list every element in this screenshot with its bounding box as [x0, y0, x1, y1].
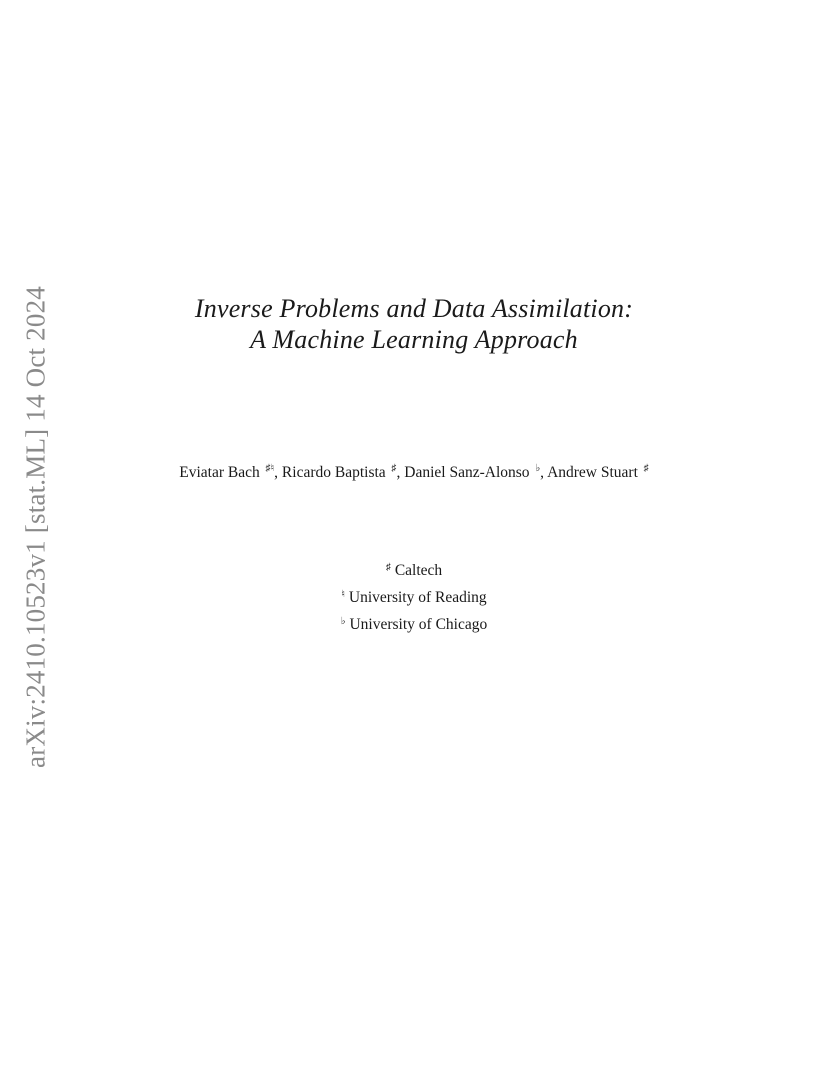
author	[404, 464, 540, 481]
affiliation-mark: ♮	[341, 589, 345, 600]
affiliation-caltech	[0, 556, 828, 583]
affiliation-list	[0, 556, 828, 637]
author	[282, 464, 397, 481]
paper-title	[0, 293, 828, 355]
author	[547, 464, 649, 481]
arxiv-identifier-stamp: arXiv:2410.10523v1 [stat.ML] 14 Oct 2024	[20, 286, 51, 768]
author-affiliation-marks: ♭	[535, 463, 541, 474]
author-list	[0, 464, 828, 482]
affiliation-name: Caltech	[394, 562, 443, 579]
author-name: Eviatar Bach	[179, 464, 260, 481]
author-name: Ricardo Baptista	[281, 464, 386, 481]
author-name: Andrew Stuart	[547, 464, 638, 481]
author-affiliation-marks: ♯	[643, 463, 649, 474]
title-line-2: A Machine Learning Approach	[250, 325, 578, 354]
author-separator: ,	[396, 464, 405, 481]
author-separator: ,	[274, 464, 282, 481]
author	[179, 464, 274, 481]
affiliation-name: University of Chicago	[349, 616, 488, 633]
affiliation-chicago	[0, 610, 828, 637]
author-separator: ,	[540, 464, 548, 481]
author-affiliation-marks: ♯	[391, 463, 397, 474]
affiliation-name: University of Reading	[348, 589, 487, 606]
title-line-1: Inverse Problems and Data Assimilation:	[194, 294, 634, 323]
affiliation-mark: ♭	[340, 616, 346, 627]
affiliation-reading	[0, 583, 828, 610]
author-affiliation-marks: ♯♮	[265, 463, 275, 474]
affiliation-mark: ♯	[385, 562, 391, 573]
author-name: Daniel Sanz-Alonso	[404, 464, 530, 481]
